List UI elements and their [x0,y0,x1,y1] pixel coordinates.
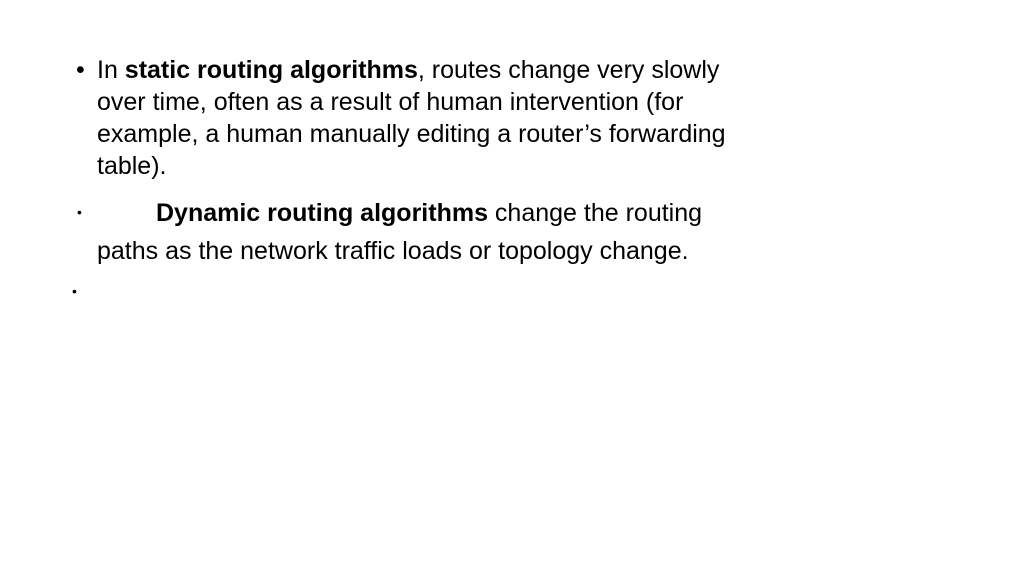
bullet-line: paths as the network traffic loads or topology change. [97,237,689,265]
text-span: change the routing [487,199,703,227]
bullet-marker: • [77,204,82,220]
text-span: In [97,56,125,84]
bullet-marker: • [72,283,77,299]
bullet-marker: • [76,56,85,84]
bold-term: Dynamic routing algorithms [156,199,488,227]
bullet-text [97,54,726,182]
bold-term: static routing algorithms [124,56,418,84]
bullet-line: over time, often as a result of human intervention (for [97,88,684,116]
bullet-line: table). [97,152,167,180]
text-span: , routes change very slowly [417,56,720,84]
bullet-line [156,197,702,229]
bullet-line: example, a human manually editing a router’s forwarding [97,120,726,148]
bullet-line [97,54,726,86]
